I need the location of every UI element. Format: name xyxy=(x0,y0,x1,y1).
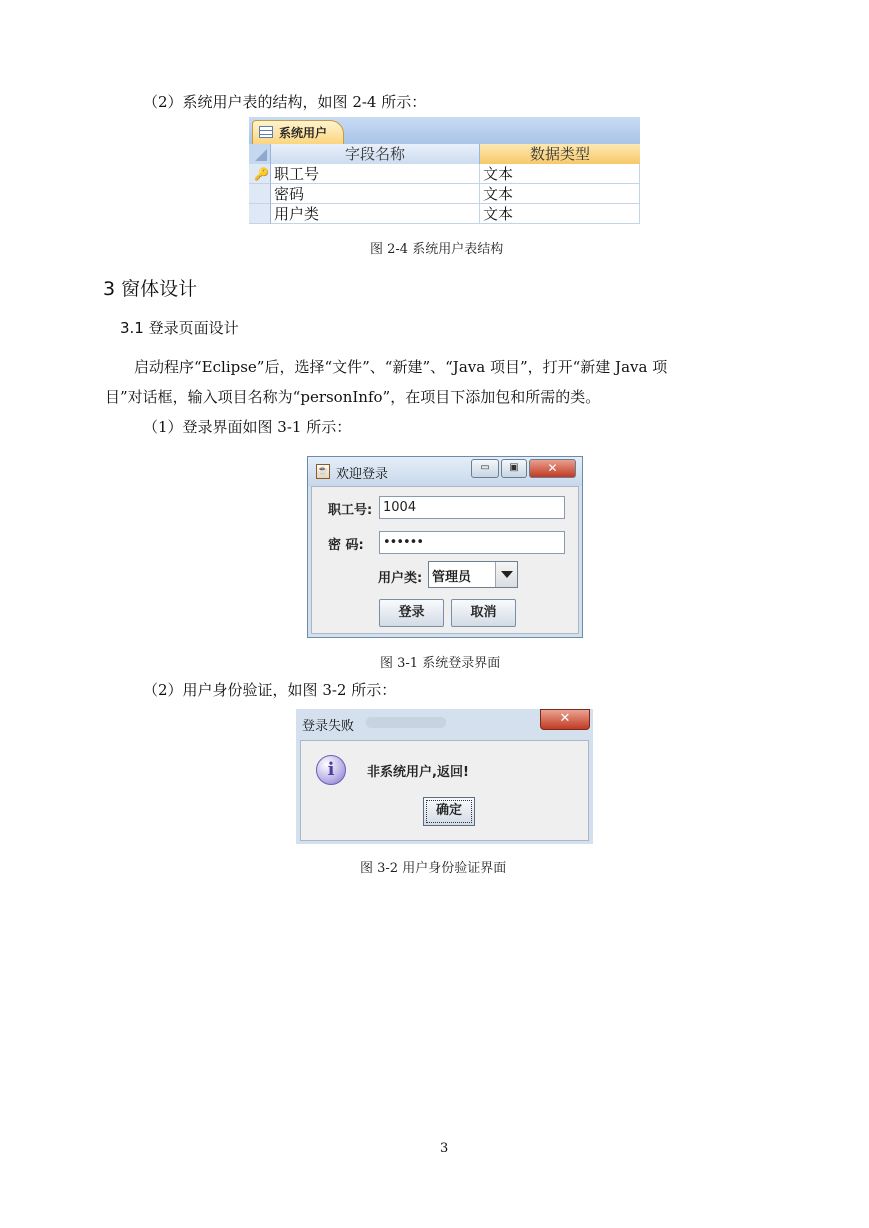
section-heading-3-1: 3.1 登录页面设计 xyxy=(120,319,239,337)
close-button[interactable]: ✕ xyxy=(540,709,590,730)
field-name-cell[interactable]: 密码 xyxy=(271,184,480,204)
table-tab-bar xyxy=(249,117,640,144)
window-title: 欢迎登录 xyxy=(336,467,389,482)
column-header-field-name[interactable]: 字段名称 xyxy=(271,144,480,164)
row-selector[interactable] xyxy=(249,164,271,184)
login-button[interactable]: 登录 xyxy=(379,599,444,627)
data-type-cell[interactable]: 文本 xyxy=(480,184,640,204)
password-input[interactable]: •••••• xyxy=(379,531,565,554)
intro-paragraph-line1: 启动程序“Eclipse”后，选择“文件”、“新建”、“Java 项目”，打开“新建 Java 项 xyxy=(134,358,668,376)
field-name-cell[interactable]: 职工号 xyxy=(271,164,480,184)
access-table-figure xyxy=(249,117,640,226)
page-number: 3 xyxy=(440,1141,449,1156)
row-selector[interactable] xyxy=(249,184,271,204)
paragraph-login-ui: （1）登录界面如图 3-1 所示： xyxy=(143,418,352,436)
user-type-select[interactable] xyxy=(428,561,518,588)
login-window xyxy=(307,456,583,638)
login-form xyxy=(311,486,579,634)
java-cup-icon: ☕ xyxy=(316,464,330,479)
close-button[interactable]: ✕ xyxy=(529,459,576,478)
data-type-cell[interactable]: 文本 xyxy=(480,204,640,224)
error-dialog xyxy=(296,709,593,844)
minimize-button[interactable]: ▭ xyxy=(471,459,499,478)
password-label: 密 码: xyxy=(328,538,364,553)
dialog-body xyxy=(300,740,589,841)
section-heading-3: 3 窗体设计 xyxy=(103,278,198,300)
figure-caption-3-1: 图 3-1 系统登录界面 xyxy=(380,656,501,671)
user-type-label: 用户类: xyxy=(378,571,423,586)
dialog-message: 非系统用户,返回! xyxy=(367,765,469,780)
maximize-button[interactable]: ▣ xyxy=(501,459,527,478)
paragraph-table-structure: （2）系统用户表的结构，如图 2-4 所示： xyxy=(143,93,427,111)
primary-key-icon: 🔑 xyxy=(254,167,269,181)
window-title-bar[interactable] xyxy=(308,457,582,486)
employee-id-label: 职工号: xyxy=(328,503,373,518)
table-tab-label: 系统用户 xyxy=(279,126,328,140)
select-all-corner[interactable] xyxy=(249,144,271,164)
intro-paragraph-line2: 目”对话框，输入项目名称为“personInfo”，在项目下添加包和所需的类。 xyxy=(105,388,601,406)
table-tab[interactable] xyxy=(252,120,344,144)
dialog-title: 登录失败 xyxy=(302,719,355,734)
cancel-button[interactable]: 取消 xyxy=(451,599,516,627)
table-icon xyxy=(259,126,273,138)
figure-caption-2-4: 图 2-4 系统用户表结构 xyxy=(370,242,504,257)
blurred-title-extra xyxy=(366,717,446,728)
ok-button[interactable]: 确定 xyxy=(423,797,475,826)
user-type-selected: 管理员 xyxy=(432,570,472,585)
info-icon: i xyxy=(316,755,346,785)
data-type-cell[interactable]: 文本 xyxy=(480,164,640,184)
field-name-cell[interactable]: 用户类 xyxy=(271,204,480,224)
paragraph-auth: （2）用户身份验证，如图 3-2 所示： xyxy=(143,681,397,699)
row-selector[interactable] xyxy=(249,204,271,224)
employee-id-input[interactable]: 1004 xyxy=(379,496,565,519)
design-grid xyxy=(249,144,640,226)
chevron-down-icon[interactable] xyxy=(495,562,517,587)
column-header-data-type[interactable]: 数据类型 xyxy=(480,144,640,164)
figure-caption-3-2: 图 3-2 用户身份验证界面 xyxy=(360,861,507,876)
